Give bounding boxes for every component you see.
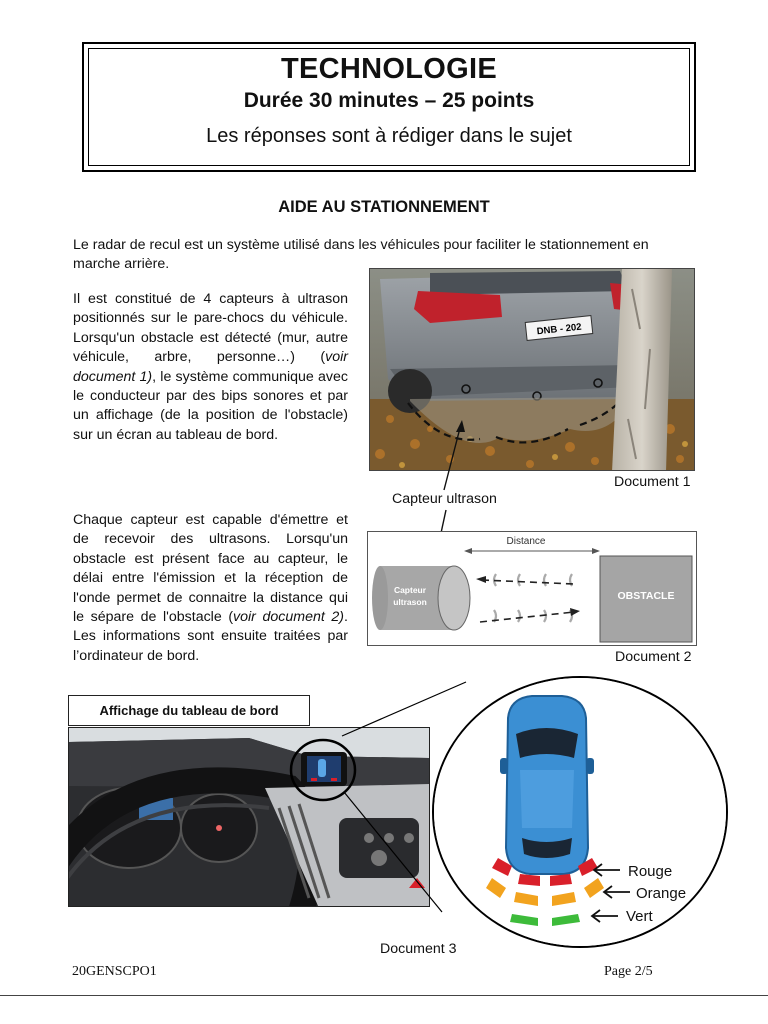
car-rear-photo bbox=[370, 269, 695, 471]
sensor-pointer-arrow bbox=[430, 420, 470, 494]
parking-display-illustration bbox=[434, 678, 728, 948]
distance-label: Distance bbox=[506, 536, 546, 547]
exam-duration: Durée 30 minutes – 25 points bbox=[243, 89, 535, 112]
document-1-photo bbox=[369, 268, 695, 471]
car-top-view bbox=[500, 696, 594, 874]
exam-code: 20GENSCPO1 bbox=[72, 964, 157, 979]
paragraph-ultrasound-text-b: . Les informations sont ensuite traitées par l’ordinateur de bord. bbox=[73, 609, 348, 664]
document-2-caption: Document 2 bbox=[615, 649, 692, 665]
exam-instruction: Les réponses sont à rédiger dans le sujet bbox=[206, 125, 572, 147]
sensor-cylinder-label-1: Capteur bbox=[393, 585, 427, 595]
sensor-label: Capteur ultrason bbox=[392, 491, 497, 507]
ultrasound-diagram bbox=[368, 532, 698, 647]
sensor-cylinder-label-2: ultrason bbox=[393, 597, 427, 607]
intro-paragraph: Le radar de recul est un système utilisé dans les véhicules pour faciliter le stationnement en marche arrière. bbox=[73, 237, 649, 273]
footer-divider bbox=[0, 995, 768, 996]
paragraph-ultrasound-text-a: Chaque capteur est capable d'émettre et de recevoir des ultrasons. Lorsqu'un obstacle est présent face au capteur, le délai entre l'émission et la réception de l'onde permet de connaitre la distance qui le sépare de l'obstacle ( bbox=[73, 512, 348, 626]
license-plate: DNB - 202 bbox=[536, 321, 583, 338]
red-label: Rouge bbox=[628, 863, 673, 880]
document-3-caption: Document 3 bbox=[380, 941, 457, 957]
document-1-caption: Document 1 bbox=[614, 474, 691, 490]
page-title: TECHNOLOGIE bbox=[281, 53, 497, 85]
paragraph-ultrasound bbox=[73, 511, 348, 666]
dashboard-panel-label: Affichage du tableau de bord bbox=[68, 695, 310, 726]
header-inner bbox=[88, 48, 690, 166]
document-1-reference: voir document 1) bbox=[73, 349, 348, 385]
document-2-diagram bbox=[367, 531, 697, 646]
orange-label: Orange bbox=[636, 885, 687, 902]
page-number: Page 2/5 bbox=[604, 964, 653, 979]
document-2-reference: voir document 2) bbox=[233, 609, 345, 626]
section-title: AIDE AU STATIONNEMENT bbox=[278, 198, 490, 216]
header-box bbox=[82, 42, 696, 172]
paragraph-sensors-text-a: Il est constitué de 4 capteurs à ultrason positionnés sur le pare-chocs du véhicule. Lorsqu'un obstacle est détecté (mur, autre véhicule, arbre, personne…) ( bbox=[73, 291, 348, 366]
obstacle-label: OBSTACLE bbox=[617, 590, 675, 602]
paragraph-sensors-text-b: , le système communique avec le conducteur par des bips sonores et par un affichage (de la position de l'obstacle) sur un écran au tableau de bord. bbox=[73, 368, 348, 443]
paragraph-sensors bbox=[73, 290, 348, 445]
green-label: Vert bbox=[626, 908, 653, 925]
parking-display-zoom bbox=[432, 676, 728, 948]
